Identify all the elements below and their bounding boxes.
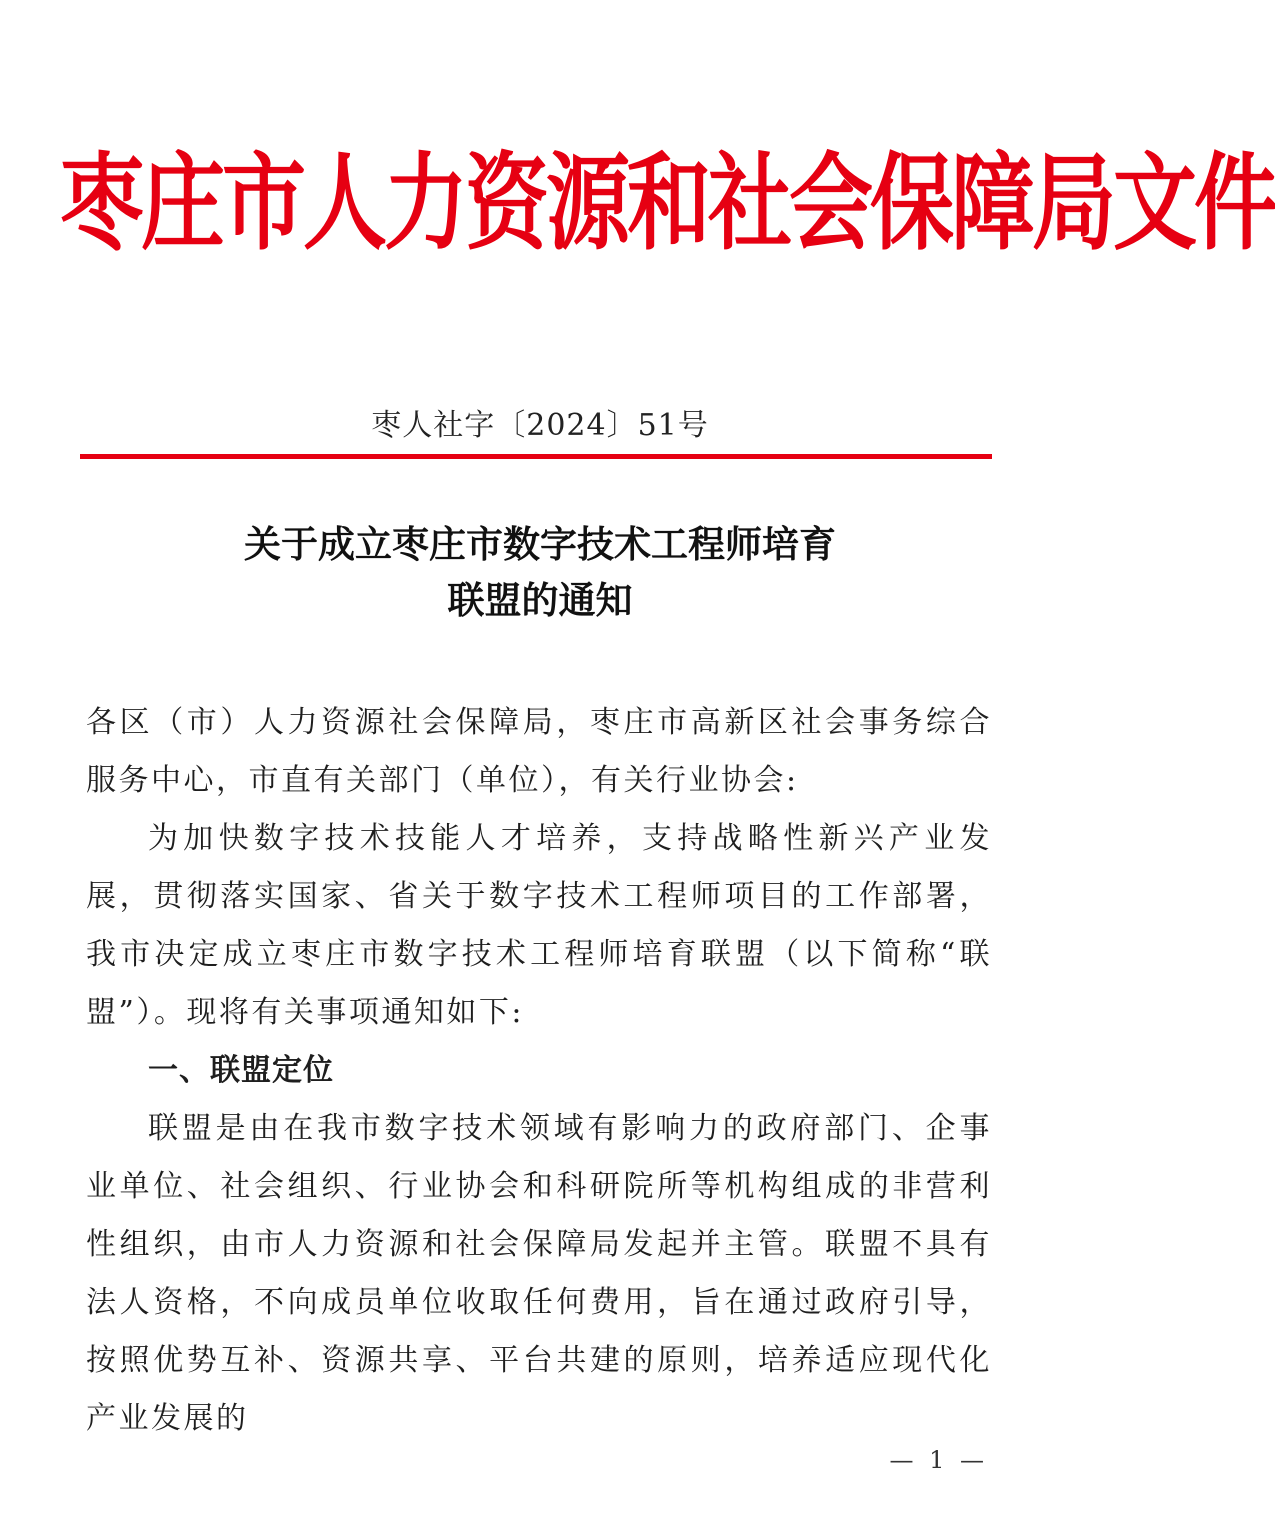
red-separator-line bbox=[80, 454, 992, 459]
section-heading-1: 一、联盟定位 bbox=[148, 1053, 334, 1088]
document-title bbox=[80, 516, 1000, 628]
document-body bbox=[86, 694, 992, 1448]
section-1-paragraph: 联盟是由在我市数字技术领域有影响力的政府部门、企事业单位、社会组织、行业协会和科研院所等机构组成的非营利性组织，由市人力资源和社会保障局发起并主管。联盟不具有法人资格，不向成员单位收取任何费用，旨在通过政府引导，按照优势互补、资源共享、平台共建的原则，培养适应现代化产业发展的 bbox=[86, 1111, 992, 1436]
title-line-2: 联盟的通知 bbox=[447, 578, 633, 622]
addressee-paragraph: 各区（市）人力资源社会保障局，枣庄市高新区社会事务综合服务中心，市直有关部门（单位），有关行业协会: bbox=[86, 705, 992, 798]
page-number: — 1 — bbox=[889, 1446, 988, 1474]
issuer-header: 枣庄市人力资源和社会保障局文件 bbox=[60, 140, 1275, 265]
document-number: 枣人社字〔2024〕51号 bbox=[371, 408, 709, 443]
intro-paragraph: 为加快数字技术技能人才培养，支持战略性新兴产业发展，贯彻落实国家、省关于数字技术工程师项目的工作部署，我市决定成立枣庄市数字技术工程师培育联盟（以下简称“联盟”）。现将有关事项通知如下: bbox=[86, 821, 992, 1030]
title-line-1: 关于成立枣庄市数字技术工程师培育 bbox=[244, 522, 836, 566]
